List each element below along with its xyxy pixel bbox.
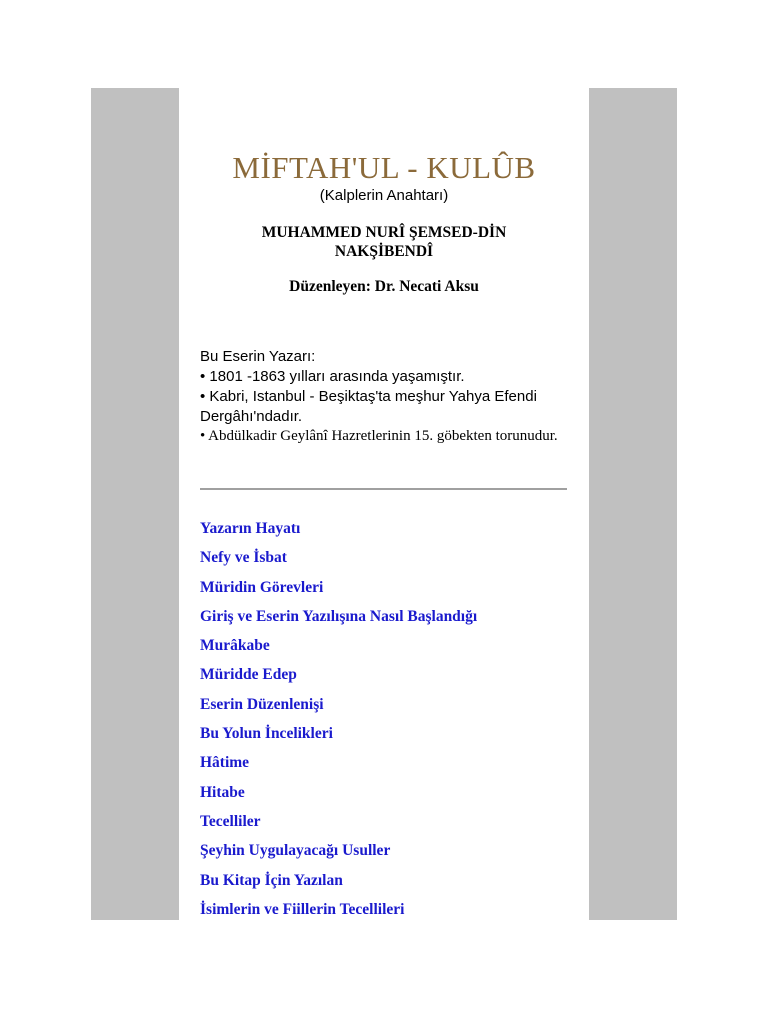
toc-link-muridde-edep[interactable]: Müridde Edep <box>200 666 297 684</box>
toc-item <box>200 754 477 783</box>
about-item-1 <box>200 367 570 387</box>
toc-item <box>200 872 477 901</box>
page-content <box>179 88 589 920</box>
toc-item <box>200 666 477 695</box>
toc-item <box>200 637 477 666</box>
page-subtitle: (Kalplerin Anahtarı) <box>319 187 449 204</box>
toc-link-hitabe[interactable]: Hitabe <box>200 783 245 801</box>
toc-link-bu-yolun-incelikleri[interactable]: Bu Yolun İncelikleri <box>200 725 333 743</box>
about-item-3-text: • Abdülkadir Geylânî Hazretlerinin 15. göbekten torunudur. <box>200 428 558 444</box>
author-name <box>219 223 549 261</box>
toc-link-murakabe[interactable]: Murâkabe <box>200 637 270 655</box>
toc-item <box>200 901 477 930</box>
toc-link-giris[interactable]: Giriş ve Eserin Yazılışına Nasıl Başlandığı <box>200 607 478 625</box>
toc-item <box>200 608 477 637</box>
toc-item <box>200 549 477 578</box>
about-list <box>200 367 570 446</box>
editor-line: Düzenleyen: Dr. Necati Aksu <box>289 278 479 295</box>
toc-item <box>200 579 477 608</box>
about-item-2-text: • Kabri, Istanbul - Beşiktaş'ta meşhur Yahya Efendi Dergâhı'ndadır. <box>200 388 537 425</box>
toc-item <box>200 725 477 754</box>
right-margin-panel <box>589 88 677 920</box>
toc-link-yazarin-hayati[interactable]: Yazarın Hayatı <box>200 520 301 537</box>
table-of-contents <box>200 520 477 930</box>
horizontal-divider <box>200 488 567 490</box>
about-item-3 <box>200 427 570 446</box>
about-item-1-text: • 1801 -1863 yılları arasında yaşamıştır. <box>200 368 465 385</box>
toc-link-hatime[interactable]: Hâtime <box>200 754 250 772</box>
author-name-line2: NAKŞİBENDÎ <box>334 243 434 260</box>
toc-item <box>200 842 477 871</box>
toc-item <box>200 813 477 842</box>
toc-link-muridin-gorevleri[interactable]: Müridin Görevleri <box>200 578 324 596</box>
toc-item <box>200 696 477 725</box>
toc-item <box>200 520 477 549</box>
toc-link-eserin-duzenlenisi[interactable]: Eserin Düzenlenişi <box>200 695 324 713</box>
about-heading: Bu Eserin Yazarı: <box>200 348 316 365</box>
toc-link-nefy-ve-isbat[interactable]: Nefy ve İsbat <box>200 549 287 567</box>
toc-link-seyhin-usulleri[interactable]: Şeyhin Uygulayacağı Usuller <box>200 842 391 860</box>
author-name-line1: MUHAMMED NURÎ ŞEMSED-DİN <box>261 224 507 241</box>
toc-link-bu-kitap-icin[interactable]: Bu Kitap İçin Yazılan <box>200 871 343 889</box>
toc-item <box>200 784 477 813</box>
about-item-2 <box>200 387 570 427</box>
left-margin-panel <box>91 88 179 920</box>
toc-link-tecelliler[interactable]: Tecelliler <box>200 812 261 830</box>
page-title: MİFTAH'UL - KULÛB <box>232 150 536 185</box>
toc-link-isimlerin-tecellileri[interactable]: İsimlerin ve Fiillerin Tecellileri <box>200 900 405 918</box>
